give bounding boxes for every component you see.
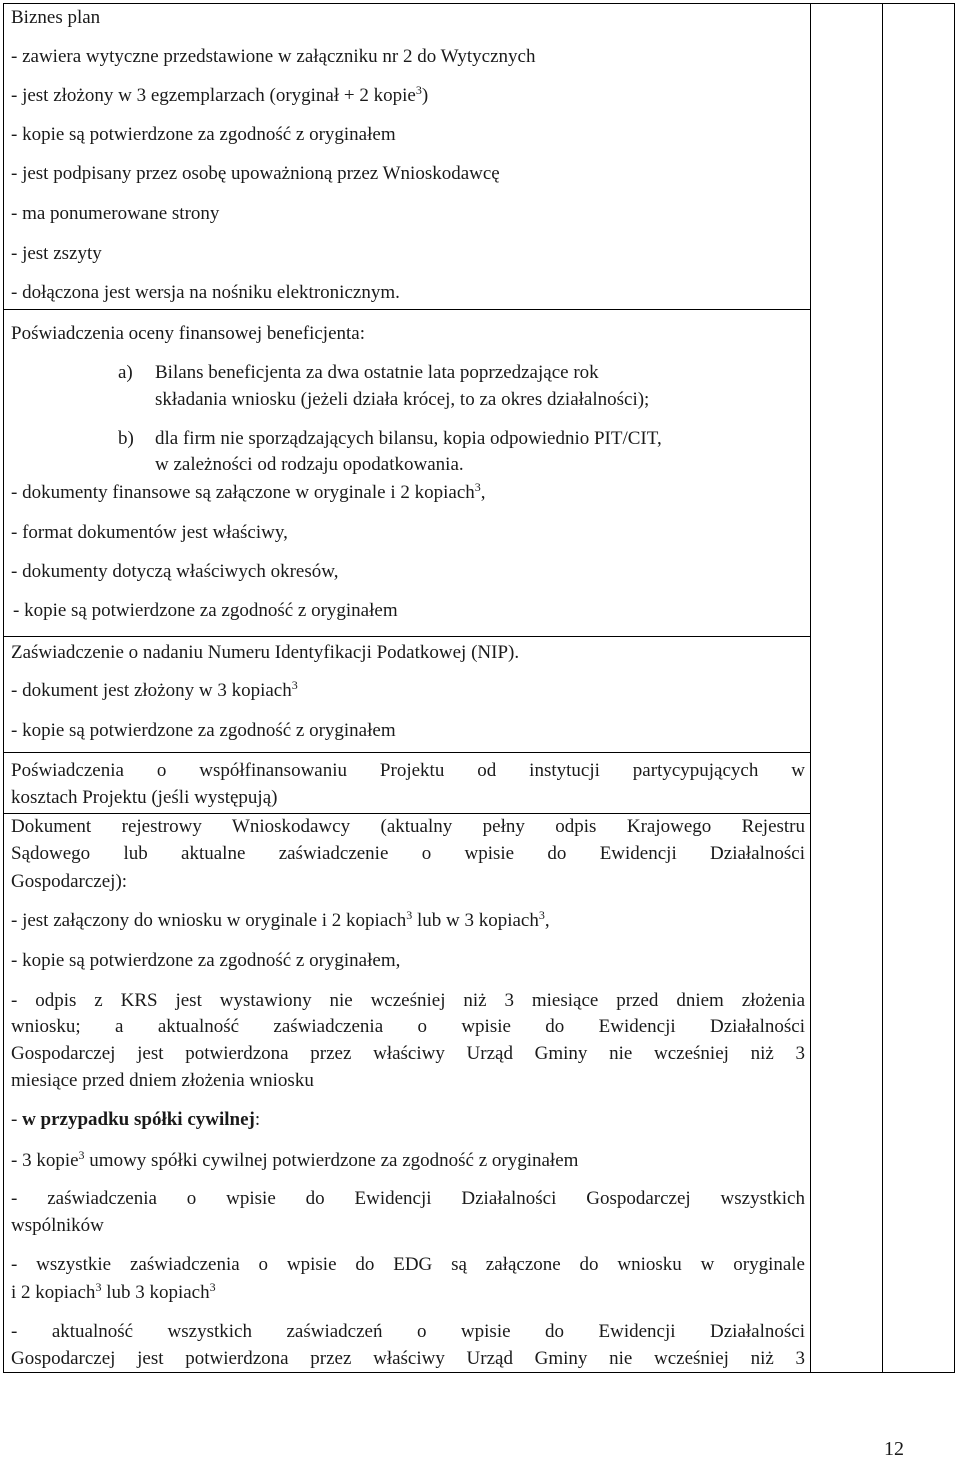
row-divider-4 [4,813,810,814]
paragraph-line: Gospodarczej jest potwierdzona przez właściwy Urząd Gminy nie wcześniej niż 3 [11,1348,805,1369]
list-item: - dokumenty finansowe są załączone w oryginale i 2 kopiach$^3$, [11,480,486,503]
list-item: - wszystkie zaświadczenia o wpisie do EDG są załączone do wniosku w oryginale [11,1254,805,1275]
row-divider-1 [4,309,810,310]
list-item: - jest złożony w 3 egzemplarzach (oryginał + 2 kopie$^3$) [11,83,429,106]
paragraph-line: Gospodarczej): [11,871,128,892]
list-item: - jest załączony do wniosku w oryginale i 2 kopiach$^3$ lub w 3 kopiach$^3$, [11,908,550,931]
list-item: - aktualność wszystkich zaświadczeń o wpisie do Ewidencji Działalności [11,1321,805,1342]
list-item: - zaświadczenia o wpisie do Ewidencji Działalności Gospodarczej wszystkich [11,1188,805,1209]
list-item: Bilans beneficjenta za dwa ostatnie lata poprzedzające rok [155,362,599,383]
paragraph-line: wniosku; a aktualność zaświadczenia o wpisie do Ewidencji Działalności [11,1016,805,1037]
list-item: - zawiera wytyczne przedstawione w załączniku nr 2 do Wytycznych [11,46,536,67]
paragraph-line: Gospodarczej jest potwierdzona przez właściwy Urząd Gminy nie wcześniej niż 3 [11,1043,805,1064]
list-item: składania wniosku (jeżeli działa krócej, to za okres działalności); [155,389,650,410]
section-heading-cofinancing-cont: kosztach Projektu (jeśli występują) [11,787,278,808]
list-item: - ma ponumerowane strony [11,203,220,224]
column-divider-2 [882,4,883,1372]
list-item: - 3 kopie$^3$ umowy spółki cywilnej potwierdzone za zgodność z oryginałem [11,1148,579,1171]
subsection-heading-civil-partnership: - w przypadku spółki cywilnej: [11,1109,261,1130]
section-heading-nip: Zaświadczenie o nadaniu Numeru Identyfikacji Podatkowej (NIP). [11,642,520,663]
list-item: - dokumenty dotyczą właściwych okresów, [11,561,339,582]
row-divider-3 [4,752,810,753]
paragraph-line: wspólników [11,1215,104,1236]
list-item: - dołączona jest wersja na nośniku elektronicznym. [11,282,400,303]
section-heading-cofinancing: Poświadczenia o współfinansowaniu Projektu od instytucji partycypujących w [11,760,805,781]
section-heading-financial: Poświadczenia oceny finansowej beneficjenta: [11,323,365,344]
list-marker: a) [118,362,133,383]
list-item: w zależności od rodzaju opodatkowania. [155,454,464,475]
list-item: - jest podpisany przez osobę upoważnioną przez Wnioskodawcę [11,163,500,184]
list-item: - jest zszyty [11,243,102,264]
list-item: - dokument jest złożony w 3 kopiach$^3$ [11,678,298,701]
list-item: - kopie są potwierdzone za zgodność z oryginałem, [11,950,401,971]
list-item: dla firm nie sporządzających bilansu, kopia odpowiednio PIT/CIT, [155,428,662,449]
paragraph-line: Sądowego lub aktualne zaświadczenie o wpisie do Ewidencji Działalności [11,843,805,864]
section-heading-biznes-plan: Biznes plan [11,7,101,28]
list-marker: b) [118,428,134,449]
list-item: - kopie są potwierdzone za zgodność z oryginałem [13,600,398,621]
list-item: - kopie są potwierdzone za zgodność z oryginałem [11,124,396,145]
list-item: - odpis z KRS jest wystawiony nie wcześniej niż 3 miesiące przed dniem złożenia [11,990,805,1011]
page-number: 12 [884,1438,904,1460]
column-divider-1 [810,4,811,1372]
list-item: - kopie są potwierdzone za zgodność z oryginałem [11,720,396,741]
paragraph-line: miesiące przed dniem złożenia wniosku [11,1070,314,1091]
section-heading-registry: Dokument rejestrowy Wnioskodawcy (aktualny pełny odpis Krajowego Rejestru [11,816,805,837]
list-item: - format dokumentów jest właściwy, [11,522,288,543]
paragraph-line: i 2 kopiach$^3$ lub 3 kopiach$^3$ [11,1280,216,1303]
row-divider-2 [4,636,810,637]
